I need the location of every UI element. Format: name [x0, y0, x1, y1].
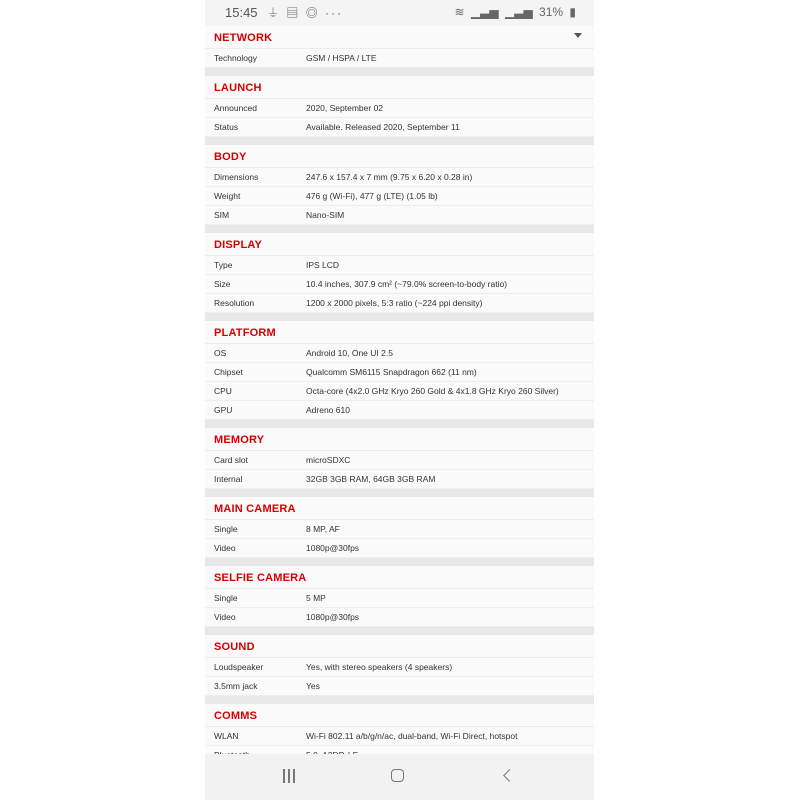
spec-value: 247.6 x 157.4 x 7 mm (9.75 x 6.20 x 0.28 in)	[306, 172, 473, 182]
spec-key: Single	[214, 524, 238, 534]
signal-icon: ▁▃▅	[504, 5, 533, 19]
usb-icon: ⏚	[267, 6, 282, 20]
spec-section-display	[205, 233, 594, 313]
spec-sheet[interactable]	[205, 26, 594, 754]
spec-section-sound	[205, 635, 594, 696]
spec-key: Announced	[214, 103, 258, 113]
status-right	[452, 5, 576, 19]
spec-value: 476 g (Wi-Fi), 477 g (LTE) (1.05 lb)	[306, 191, 438, 201]
spec-key: GPU	[214, 405, 233, 415]
section-divider	[205, 137, 594, 145]
spec-row	[205, 401, 594, 420]
spec-value: Yes	[306, 681, 320, 691]
spec-value: IPS LCD	[306, 260, 340, 270]
spec-row	[205, 256, 594, 275]
spec-section-memory	[205, 428, 594, 489]
spec-row	[205, 589, 594, 608]
spec-key: Weight	[214, 191, 241, 201]
spec-value: Available. Released 2020, September 11	[306, 122, 460, 132]
section-header	[205, 76, 594, 99]
spec-row	[205, 727, 594, 746]
section-header	[205, 428, 594, 451]
spec-key: Technology	[214, 53, 258, 63]
signal-icon: ▁▃▅	[470, 5, 499, 19]
navigation-bar	[205, 754, 594, 800]
sync-icon: ◎	[305, 6, 320, 20]
section-title: DISPLAY	[214, 239, 263, 251]
spec-row	[205, 168, 594, 187]
spec-key: Card slot	[214, 455, 249, 465]
more-icon: ···	[325, 6, 344, 20]
spec-value: 10.4 inches, 307.9 cm² (~79.0% screen-to-body ratio)	[306, 279, 508, 289]
phone-screen	[205, 0, 594, 800]
spec-key: 3.5mm jack	[214, 681, 258, 691]
spec-key: Resolution	[214, 298, 255, 308]
status-time: 15:45	[225, 5, 258, 20]
spec-row	[205, 677, 594, 696]
section-title: PLATFORM	[214, 327, 276, 339]
spec-row	[205, 451, 594, 470]
section-header[interactable]	[205, 26, 594, 49]
section-title: SELFIE CAMERA	[214, 572, 307, 584]
status-bar	[205, 0, 594, 26]
spec-section-main-camera	[205, 497, 594, 558]
section-header	[205, 321, 594, 344]
spec-value: Adreno 610	[306, 405, 350, 415]
spec-row	[205, 99, 594, 118]
spec-section-body	[205, 145, 594, 225]
section-divider	[205, 696, 594, 704]
spec-row	[205, 275, 594, 294]
battery-icon: ▮	[569, 5, 576, 19]
spec-value: Nano-SIM	[306, 210, 345, 220]
spec-key: Video	[214, 612, 236, 622]
section-header	[205, 145, 594, 168]
spec-value: GSM / HSPA / LTE	[306, 53, 377, 63]
spec-key: SIM	[214, 210, 230, 220]
section-title: BODY	[214, 151, 247, 163]
section-header	[205, 497, 594, 520]
clipboard-icon: ▤	[286, 6, 301, 20]
spec-key: Single	[214, 593, 238, 603]
spec-row	[205, 344, 594, 363]
section-divider	[205, 627, 594, 635]
spec-value: 8 MP, AF	[306, 524, 340, 534]
spec-value: 2020, September 02	[306, 103, 384, 113]
section-divider	[205, 489, 594, 497]
section-header	[205, 233, 594, 256]
spec-key: Chipset	[214, 367, 243, 377]
wifi-icon: ≋	[454, 5, 465, 19]
section-title: COMMS	[214, 710, 258, 722]
spec-key: Video	[214, 543, 236, 553]
spec-key: Type	[214, 260, 233, 270]
spec-key: Loudspeaker	[214, 662, 264, 672]
section-divider	[205, 313, 594, 321]
spec-row	[205, 206, 594, 225]
spec-key: OS	[214, 348, 227, 358]
spec-row	[205, 294, 594, 313]
spec-section-launch	[205, 76, 594, 137]
spec-value: Qualcomm SM6115 Snapdragon 662 (11 nm)	[306, 367, 477, 377]
spec-row	[205, 118, 594, 137]
spec-row	[205, 382, 594, 401]
spec-row	[205, 470, 594, 489]
section-title: NETWORK	[214, 32, 273, 44]
section-title: MEMORY	[214, 434, 265, 446]
spec-value: Wi-Fi 802.11 a/b/g/n/ac, dual-band, Wi-Fi Direct, hotspot	[306, 731, 518, 741]
back-icon[interactable]	[501, 768, 521, 786]
section-divider	[205, 68, 594, 76]
chevron-down-icon[interactable]	[574, 33, 582, 38]
section-title: MAIN CAMERA	[214, 503, 296, 515]
spec-key: Dimensions	[214, 172, 259, 182]
section-title: SOUND	[214, 641, 255, 653]
spec-row	[205, 363, 594, 382]
recent-apps-icon[interactable]	[281, 768, 301, 786]
spec-value: microSDXC	[306, 455, 351, 465]
spec-value: Octa-core (4x2.0 GHz Kryo 260 Gold & 4x1.8 GHz Kryo 260 Silver)	[306, 386, 559, 396]
battery-percent: 31%	[539, 5, 564, 19]
spec-value: Yes, with stereo speakers (4 speakers)	[306, 662, 453, 672]
spec-value: 32GB 3GB RAM, 64GB 3GB RAM	[306, 474, 436, 484]
spec-value: 5 MP	[306, 593, 326, 603]
spec-row	[205, 520, 594, 539]
spec-row	[205, 539, 594, 558]
spec-key: Internal	[214, 474, 243, 484]
spec-key: CPU	[214, 386, 232, 396]
section-header	[205, 704, 594, 727]
section-header	[205, 566, 594, 589]
spec-value: 1080p@30fps	[306, 543, 360, 553]
spec-value: 1080p@30fps	[306, 612, 360, 622]
spec-value: Android 10, One UI 2.5	[306, 348, 393, 358]
spec-row	[205, 658, 594, 677]
section-header	[205, 635, 594, 658]
spec-key: Size	[214, 279, 231, 289]
spec-key: WLAN	[214, 731, 239, 741]
spec-value: 1200 x 2000 pixels, 5:3 ratio (~224 ppi density)	[306, 298, 483, 308]
section-divider	[205, 225, 594, 233]
spec-row	[205, 187, 594, 206]
spec-row	[205, 608, 594, 627]
spec-section-selfie-camera	[205, 566, 594, 627]
spec-row	[205, 49, 594, 68]
section-divider	[205, 420, 594, 428]
notification-icons	[267, 4, 343, 21]
section-title: LAUNCH	[214, 82, 262, 94]
spec-section-network	[205, 26, 594, 68]
section-divider	[205, 558, 594, 566]
spec-key: Status	[214, 122, 239, 132]
spec-section-platform	[205, 321, 594, 420]
home-icon[interactable]	[389, 768, 409, 786]
